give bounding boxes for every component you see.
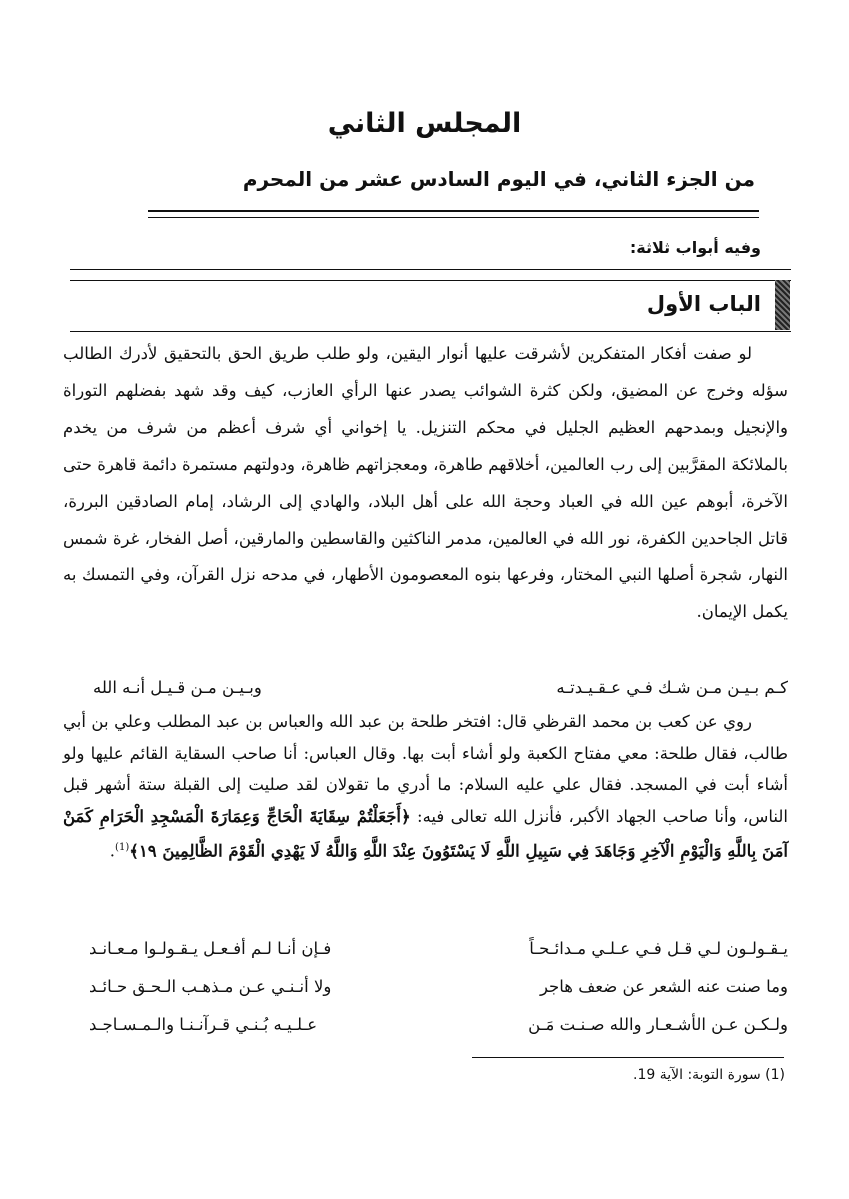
- chapter-marker-bar: [775, 280, 790, 330]
- poem-second-hemistich: عـلـيـه بُـنـي قـرآنـنـا والـمـسـاجـد: [89, 1015, 318, 1034]
- chapter-title: الباب الأول: [646, 292, 761, 316]
- poem-second-hemistich: ولا أنـنـي عـن مـذهـب الـحـق حـائـد: [89, 977, 332, 996]
- poem-line: [63, 970, 788, 1004]
- paragraph-2: [63, 706, 788, 867]
- footnote-reference: (1): [115, 842, 130, 854]
- paragraph-2-text: روي عن كعب بن محمد القرظي قال: افتخر طلحة بن عبد الله والعباس بن عبد المطلب وعلي بن أبي طالب، فقال طلحة: معي مفتاح الكعبة ولو أشاء أبت بها. وقال العباس: أنا صاحب السقاية القائم عليها ولو أشاء أبت في المسجد. فقال علي عليه السلام: ما أدري ما تقولان لقد صليت إلى القبلة ستة أشهر قبل الناس، وأنا صاحب الجهاد الأكبر، فأنزل الله تعالى فيه:: [63, 712, 788, 826]
- poem-line: [63, 1008, 788, 1042]
- verse-second-hemistich: وبـيـن مـن قـيـل أنـه الله: [93, 678, 262, 697]
- verse-line: [63, 670, 788, 706]
- footnote-divider: [472, 1057, 784, 1058]
- page-subtitle: من الجزء الثاني، في اليوم السادس عشر من المحرم: [242, 167, 755, 191]
- poem-line: [63, 932, 788, 966]
- page-title: المجلس الثاني: [327, 108, 522, 139]
- paragraph-1: [63, 336, 788, 631]
- paragraph-2-body: [63, 706, 788, 867]
- section-divider: [70, 269, 791, 270]
- intro-line: وفيه أبواب ثلاثة:: [629, 238, 761, 257]
- paragraph-1-text: لو صفت أفكار المتفكرين لأشرقت عليها أنوار اليقين، ولو طلب طريق الحق بالتحقيق لأدرك الطالب سؤله وخرج عن المضيق، ولكن كثرة الشوائب يصدر عنها الرأي العازب، كيف وقد شهد بفضلهم التوراة والإنجيل وبمدحهم العظيم الجليل في محكم التنزيل. يا إخواني أي شرف أعظم من شرف من يخدم بالملائكة المقرَّبين إلى رب العالمين، أخلاقهم طاهرة، ومعجزاتهم ظاهرة، ودولتهم مستمرة دائمة قاهرة حتى الآخرة، أبوهم عين الله في العباد وحجة الله على أهل البلاد، والهادي إلى الرشاد، إمام الصادقين البررة، قاتل الجاحدين الكفرة، نور الله في العالمين، مدمر الناكثين والقاسطين والمارقين، أصل الفخار، غرة شمس النهار، شجرة أصلها النبي المختار، وفرعها بنوه المعصومون الأطهار، في مدحه نزل القرآن، وفي التمسك به يكمل الإيمان.: [63, 344, 788, 622]
- footnote-text: سورة التوبة: الآية 19.: [632, 1067, 761, 1083]
- poem-first-hemistich: ولـكـن عـن الأشـعـار والله صـنـت مَـن: [528, 1015, 788, 1034]
- quran-verse: ﴿أَجَعَلْتُمْ سِقَايَةَ الْحَاجِّ وَعِمَارَةَ الْمَسْجِدِ الْحَرَامِ كَمَنْ آمَنَ بِاللَّهِ وَالْيَوْمِ الْآخِرِ وَجَاهَدَ فِي سَبِيلِ اللَّهِ لَا يَسْتَوُونَ عِنْدَ اللَّهِ وَاللَّهُ لَا يَهْدِي الْقَوْمَ الظَّالِمِينَ ١٩﴾: [63, 806, 788, 861]
- verse-first-hemistich: كـم بـيـن مـن شـك فـي عـقـيـدتـه: [556, 678, 788, 697]
- poem-first-hemistich: وما صنت عنه الشعر عن ضعف هاجر: [539, 977, 788, 996]
- paragraph-2-end: .: [109, 841, 116, 861]
- double-divider: [148, 210, 759, 218]
- footnote-number: (1): [765, 1067, 785, 1083]
- poem-first-hemistich: يـقـولـون لـي قـل فـي عـلـي مـدائـحـاً: [529, 939, 788, 958]
- poem-second-hemistich: فـإن أنـا لـم أفـعـل يـقـولـوا مـعـانـد: [89, 939, 332, 958]
- footnote: [633, 1062, 785, 1088]
